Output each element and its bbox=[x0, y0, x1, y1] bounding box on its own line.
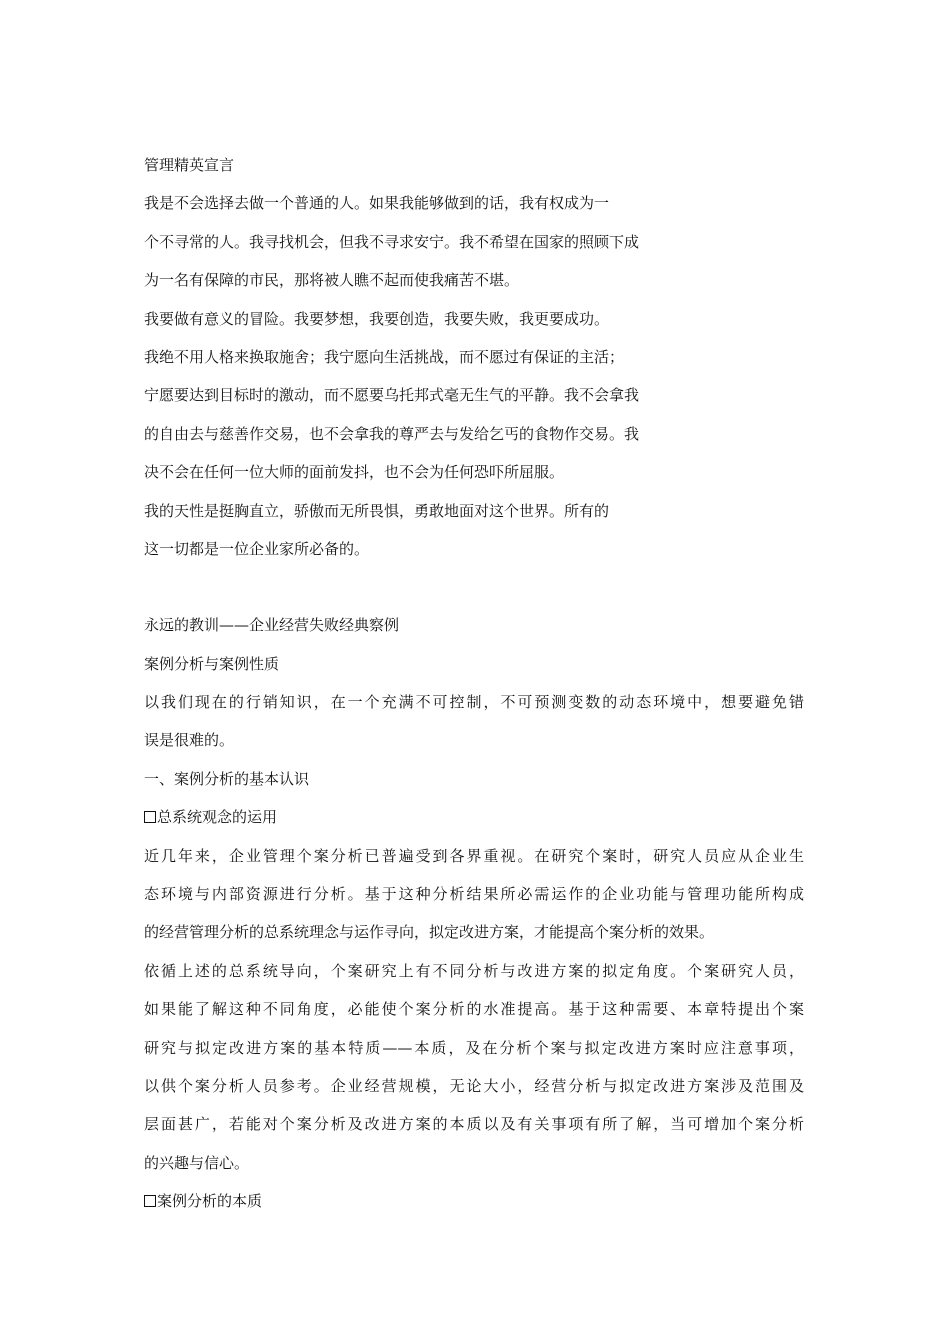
box-heading bbox=[144, 798, 804, 836]
paragraph-line: 如果能了解这种不同角度，必能使个案分析的水准提高。基于这种需要、本章特提出个案 bbox=[144, 1000, 804, 1019]
manifesto-line: 我绝不用人格来换取施舍；我宁愿向生活挑战，而不愿过有保证的主活； bbox=[144, 347, 625, 366]
paragraph-line: 的兴趣与信心。 bbox=[144, 1153, 250, 1172]
manifesto-line: 为一名有保障的市民，那将被人瞧不起而使我痛苦不堪。 bbox=[144, 271, 520, 290]
box-heading-text: 案例分析的本质 bbox=[157, 1192, 263, 1211]
manifesto-line: 我的天性是挺胸直立，骄傲而无所畏惧，勇敢地面对这个世界。所有的 bbox=[144, 501, 610, 520]
paragraph-line: 层面甚广，若能对个案分析及改进方案的本质以及有关事项有所了解，当可增加个案分析 bbox=[144, 1115, 804, 1134]
checkbox-square-icon bbox=[144, 1195, 156, 1207]
section-gap bbox=[144, 568, 804, 606]
manifesto-line: 我要做有意义的冒险。我要梦想，我要创造，我要失败，我更要成功。 bbox=[144, 309, 610, 328]
section-heading: 一、案例分析的基本认识 bbox=[144, 769, 310, 788]
paragraph-line: 态环境与内部资源进行分析。基于这种分析结果所必需运作的企业功能与管理功能所构成 bbox=[144, 885, 804, 904]
paragraph-line: 研究与拟定改进方案的基本特质——本质，及在分析个案与拟定改进方案时应注意事项， bbox=[144, 1038, 804, 1057]
intro-line: 误是很难的。 bbox=[144, 731, 235, 750]
paragraph-line: 依循上述的总系统导向，个案研究上有不同分析与改进方案的拟定角度。个案研究人员， bbox=[144, 961, 804, 980]
manifesto-line: 个不寻常的人。我寻找机会，但我不寻求安宁。我不希望在国家的照顾下成 bbox=[144, 232, 640, 251]
manifesto-line: 这一切都是一位企业家所必备的。 bbox=[144, 539, 370, 558]
manifesto-line: 决不会在任何一位大师的面前发抖，也不会为任何恐吓所屈服。 bbox=[144, 463, 565, 482]
box-heading-text: 总系统观念的运用 bbox=[157, 808, 278, 827]
paragraph-line: 以供个案分析人员参考。企业经营规模，无论大小，经营分析与拟定改进方案涉及范围及 bbox=[144, 1076, 804, 1095]
box-heading bbox=[144, 1182, 804, 1220]
manifesto-line: 我是不会选择去做一个普通的人。如果我能够做到的话，我有权成为一 bbox=[144, 194, 610, 213]
document-page bbox=[144, 146, 804, 1221]
manifesto-title: 管理精英宣言 bbox=[144, 156, 235, 174]
manifesto-line: 宁愿要达到目标时的激动，而不愿要乌托邦式毫无生气的平静。我不会拿我 bbox=[144, 386, 640, 405]
intro-line: 以我们现在的行销知识，在一个充满不可控制，不可预测变数的动态环境中，想要避免错 bbox=[144, 693, 804, 712]
case-study-subtitle: 案例分析与案例性质 bbox=[144, 654, 280, 673]
paragraph-line: 的经营管理分析的总系统理念与运作寻向，拟定改进方案，才能提高个案分析的效果。 bbox=[144, 923, 715, 942]
case-study-title: 永远的教训——企业经营失败经典察例 bbox=[144, 616, 400, 635]
checkbox-square-icon bbox=[144, 811, 156, 823]
manifesto-line: 的自由去与慈善作交易，也不会拿我的尊严去与发给乞丐的食物作交易。我 bbox=[144, 424, 640, 443]
paragraph-line: 近几年来，企业管理个案分析已普遍受到各界重视。在研究个案时，研究人员应从企业生 bbox=[144, 846, 804, 865]
